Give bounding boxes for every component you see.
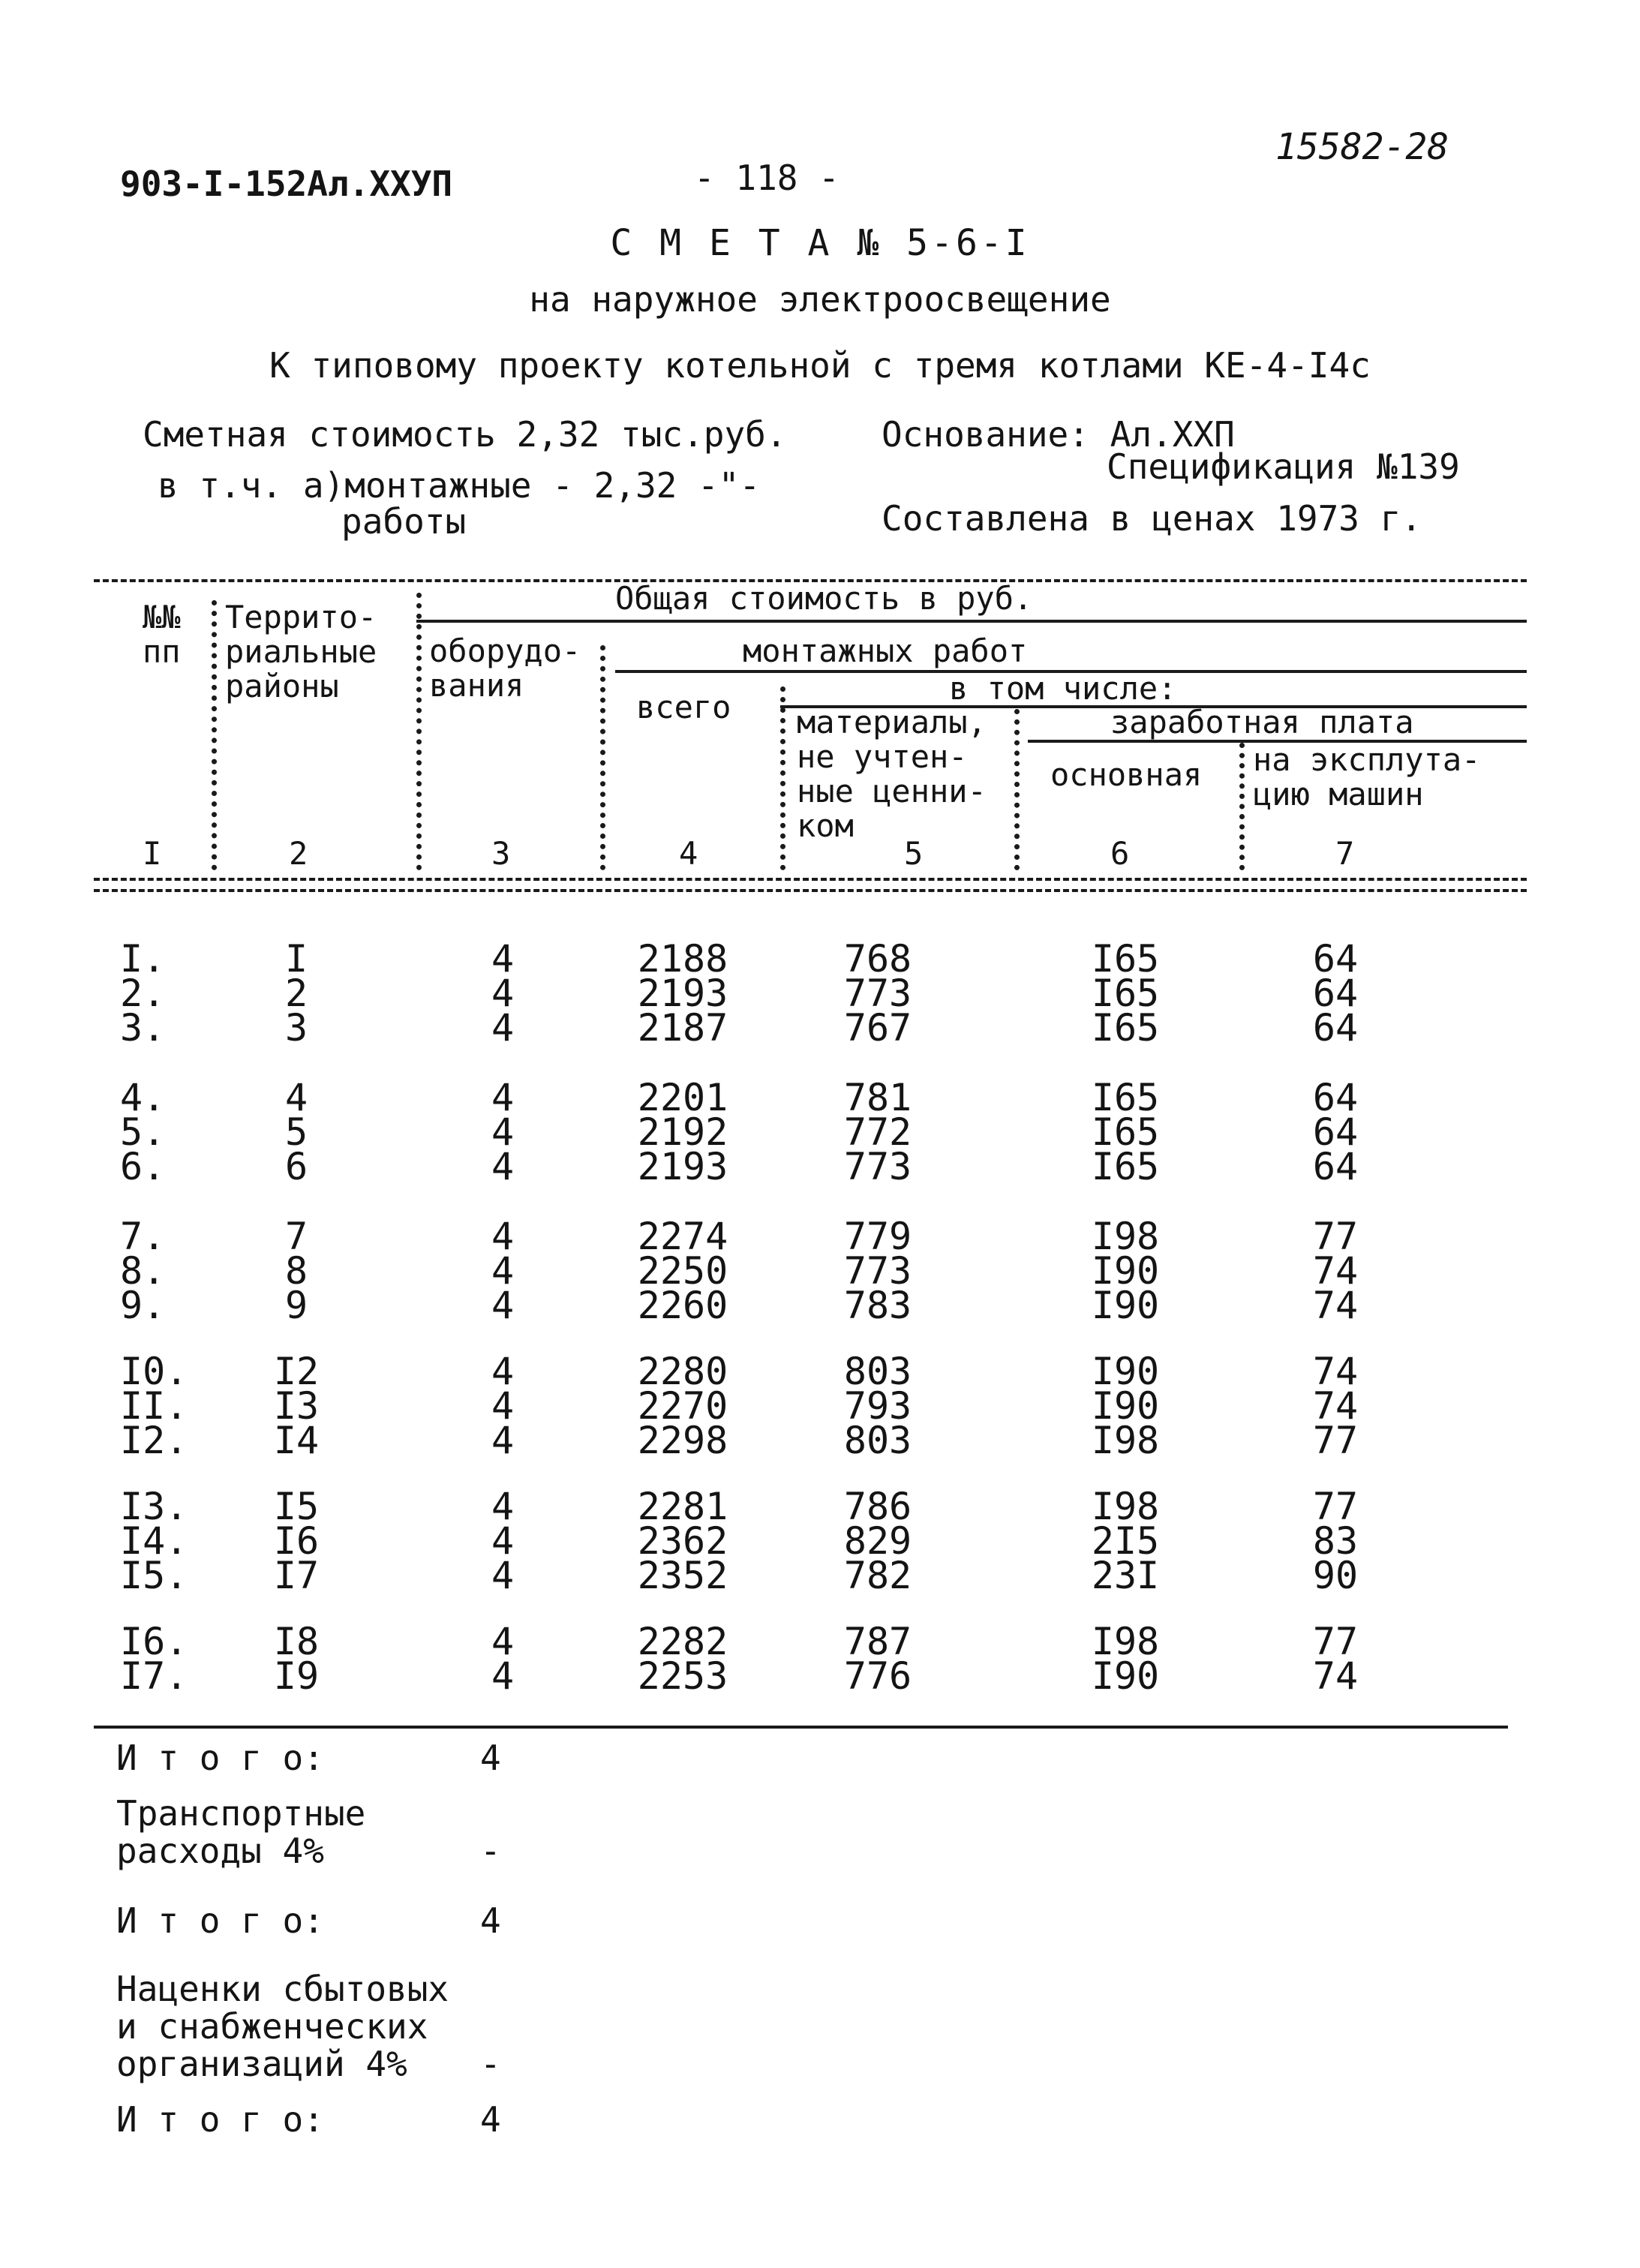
equipment-cell: 4 (491, 1076, 515, 1119)
equipment-cell: 4 (491, 937, 515, 981)
equipment-cell: 4 (491, 1350, 515, 1393)
header-installation: монтажных работ (743, 632, 1028, 669)
basic-wage-cell: I98 (1091, 1485, 1160, 1528)
header-regions: Террито- риальные районы (225, 599, 377, 704)
col-number-2: 2 (289, 835, 308, 872)
col-separator-4 (780, 686, 785, 870)
col-separator-3 (600, 645, 605, 870)
installation-total-cell: 2362 (637, 1519, 728, 1563)
equipment-cell: 4 (491, 1006, 515, 1050)
cost-breakdown: в т.ч. а)монтажные - 2,32 -"- (158, 465, 761, 506)
machine-operation-cell: 64 (1312, 937, 1359, 981)
col-number-7: 7 (1335, 835, 1355, 872)
region-cell: 8 (284, 1249, 308, 1293)
materials-cell: 787 (843, 1620, 912, 1663)
total-value: - (480, 2044, 501, 2084)
project-reference: К типовому проекту котельной с тремя котлами КЕ-4-I4с (269, 345, 1371, 386)
equipment-cell: 4 (491, 1215, 515, 1258)
equipment-cell: 4 (491, 1284, 515, 1327)
basic-wage-cell: I98 (1091, 1215, 1160, 1258)
col-number-5: 5 (904, 835, 924, 872)
row-number: I0. (120, 1350, 188, 1393)
equipment-cell: 4 (491, 1485, 515, 1528)
materials-cell: 767 (843, 1006, 912, 1050)
machine-operation-cell: 74 (1312, 1654, 1359, 1698)
row-number: I6. (120, 1620, 188, 1663)
col-separator-2 (416, 593, 422, 870)
machine-operation-cell: 74 (1312, 1350, 1359, 1393)
row-number: I2. (120, 1419, 188, 1462)
basis: Основание: Ал.XXП (882, 414, 1235, 455)
specification: Спецификация №139 (1107, 446, 1460, 487)
installation-total-cell: 2253 (637, 1654, 728, 1698)
installation-total-cell: 2250 (637, 1249, 728, 1293)
equipment-cell: 4 (491, 1554, 515, 1597)
header-basic-wages: основная (1050, 756, 1203, 793)
machine-operation-cell: 64 (1312, 1110, 1359, 1154)
header-total-cost: Общая стоимость в руб. (615, 580, 1033, 617)
estimate-title: С М Е Т А № 5-6-I (610, 222, 1030, 264)
col-separator-5 (1014, 709, 1020, 870)
row-number: 2. (120, 972, 166, 1015)
materials-cell: 786 (843, 1485, 912, 1528)
total-label: И т о г о: (116, 1738, 324, 1778)
row-number: 4. (120, 1076, 166, 1119)
machine-operation-cell: 74 (1312, 1284, 1359, 1327)
archive-stamp: 15582-28 (1275, 126, 1449, 168)
machine-operation-cell: 64 (1312, 1076, 1359, 1119)
row-number: I5. (120, 1554, 188, 1597)
basic-wage-cell: I90 (1091, 1284, 1160, 1327)
region-cell: I5 (273, 1485, 320, 1528)
col-number-3: 3 (491, 835, 511, 872)
row-number: 5. (120, 1110, 166, 1154)
total-label: И т о г о: (116, 2099, 324, 2140)
machine-operation-cell: 77 (1312, 1419, 1359, 1462)
materials-cell: 803 (843, 1350, 912, 1393)
header-bottom-rule (94, 889, 1527, 892)
basic-wage-cell: I90 (1091, 1384, 1160, 1428)
materials-cell: 782 (843, 1554, 912, 1597)
equipment-cell: 4 (491, 1110, 515, 1154)
region-cell: I (284, 937, 308, 981)
total-value: - (480, 1831, 501, 1871)
installation-total-cell: 2187 (637, 1006, 728, 1050)
region-cell: I6 (273, 1519, 320, 1563)
materials-cell: 793 (843, 1384, 912, 1428)
basic-wage-cell: I65 (1091, 1110, 1160, 1154)
materials-cell: 773 (843, 1249, 912, 1293)
row-number: I7. (120, 1654, 188, 1698)
equipment-cell: 4 (491, 1519, 515, 1563)
region-cell: 4 (284, 1076, 308, 1119)
basic-wage-cell: I65 (1091, 1145, 1160, 1188)
row-number: II. (120, 1384, 188, 1428)
row-number: 9. (120, 1284, 166, 1327)
cost-breakdown-cont: работы (341, 501, 467, 542)
estimate-subtitle: на наружное электроосвещение (529, 279, 1111, 320)
materials-cell: 803 (843, 1419, 912, 1462)
col-number-4: 4 (679, 835, 698, 872)
materials-cell: 772 (843, 1110, 912, 1154)
row-number: I. (120, 937, 166, 981)
materials-cell: 773 (843, 1145, 912, 1188)
installation-total-cell: 2282 (637, 1620, 728, 1663)
estimated-cost: Сметная стоимость 2,32 тыс.руб. (143, 414, 787, 455)
machine-operation-cell: 77 (1312, 1485, 1359, 1528)
materials-cell: 781 (843, 1076, 912, 1119)
row-number: 8. (120, 1249, 166, 1293)
row-number: 7. (120, 1215, 166, 1258)
region-cell: 6 (284, 1145, 308, 1188)
materials-cell: 779 (843, 1215, 912, 1258)
installation-total-cell: 2193 (637, 972, 728, 1015)
region-cell: 5 (284, 1110, 308, 1154)
header-number: №№ пп (143, 599, 181, 670)
materials-cell: 768 (843, 937, 912, 981)
installation-total-cell: 2298 (637, 1419, 728, 1462)
region-cell: I3 (273, 1384, 320, 1428)
installation-total-cell: 2274 (637, 1215, 728, 1258)
total-value: 4 (480, 2099, 501, 2140)
installation-total-cell: 2280 (637, 1350, 728, 1393)
total-cost-rule (416, 620, 1527, 623)
region-cell: I9 (273, 1654, 320, 1698)
equipment-cell: 4 (491, 1620, 515, 1663)
region-cell: 9 (284, 1284, 308, 1327)
basic-wage-cell: I90 (1091, 1249, 1160, 1293)
col-number-1: I (143, 835, 162, 872)
equipment-cell: 4 (491, 972, 515, 1015)
total-label: Транспортные расходы 4% (116, 1793, 366, 1871)
header-machine-operation: на эксплута- цию машин (1253, 741, 1481, 813)
basic-wage-cell: I90 (1091, 1654, 1160, 1698)
basic-wage-cell: 23I (1091, 1554, 1160, 1597)
region-cell: I2 (273, 1350, 320, 1393)
basic-wage-cell: I65 (1091, 972, 1160, 1015)
basic-wage-cell: I65 (1091, 1006, 1160, 1050)
installation-total-cell: 2193 (637, 1145, 728, 1188)
region-cell: 3 (284, 1006, 308, 1050)
region-cell: I4 (273, 1419, 320, 1462)
machine-operation-cell: 83 (1312, 1519, 1359, 1563)
table-bottom-rule (94, 1726, 1508, 1729)
machine-operation-cell: 64 (1312, 1145, 1359, 1188)
basic-wage-cell: I90 (1091, 1350, 1160, 1393)
region-cell: I7 (273, 1554, 320, 1597)
header-equipment: оборудо- вания (429, 632, 581, 704)
col-separator-6 (1239, 743, 1245, 870)
machine-operation-cell: 77 (1312, 1215, 1359, 1258)
row-number: 6. (120, 1145, 166, 1188)
page-number: - 118 - (694, 158, 840, 198)
basic-wage-cell: I98 (1091, 1419, 1160, 1462)
row-number: I3. (120, 1485, 188, 1528)
materials-cell: 776 (843, 1654, 912, 1698)
basic-wage-cell: 2I5 (1091, 1519, 1160, 1563)
region-cell: 7 (284, 1215, 308, 1258)
region-cell: 2 (284, 972, 308, 1015)
machine-operation-cell: 74 (1312, 1384, 1359, 1428)
installation-total-cell: 2270 (637, 1384, 728, 1428)
total-label: Наценки сбытовых и снабженческих организаций 4% (116, 1969, 449, 2084)
basic-wage-cell: I65 (1091, 937, 1160, 981)
machine-operation-cell: 64 (1312, 1006, 1359, 1050)
equipment-cell: 4 (491, 1145, 515, 1188)
row-number: I4. (120, 1519, 188, 1563)
installation-total-cell: 2281 (637, 1485, 728, 1528)
equipment-cell: 4 (491, 1384, 515, 1428)
col-number-6: 6 (1110, 835, 1130, 872)
materials-cell: 783 (843, 1284, 912, 1327)
header-including: в том числе: (949, 670, 1177, 707)
installation-total-cell: 2201 (637, 1076, 728, 1119)
materials-cell: 773 (843, 972, 912, 1015)
installation-total-cell: 2188 (637, 937, 728, 981)
region-cell: I8 (273, 1620, 320, 1663)
column-numbers-rule (94, 878, 1527, 881)
machine-operation-cell: 90 (1312, 1554, 1359, 1597)
basic-wage-cell: I98 (1091, 1620, 1160, 1663)
equipment-cell: 4 (491, 1654, 515, 1698)
machine-operation-cell: 77 (1312, 1620, 1359, 1663)
price-level: Составлена в ценах 1973 г. (882, 498, 1422, 539)
equipment-cell: 4 (491, 1419, 515, 1462)
document-code: 903-I-152Ал.XXУП (120, 164, 453, 204)
row-number: 3. (120, 1006, 166, 1050)
installation-total-cell: 2352 (637, 1554, 728, 1597)
equipment-cell: 4 (491, 1249, 515, 1293)
col-separator-1 (212, 600, 217, 870)
total-value: 4 (480, 1738, 501, 1778)
machine-operation-cell: 64 (1312, 972, 1359, 1015)
total-value: 4 (480, 1900, 501, 1941)
basic-wage-cell: I65 (1091, 1076, 1160, 1119)
header-wages: заработная плата (1110, 704, 1414, 740)
installation-total-cell: 2260 (637, 1284, 728, 1327)
installation-total-cell: 2192 (637, 1110, 728, 1154)
header-materials: материалы, не учтен- ные ценни- ком (797, 704, 987, 844)
header-all: всего (636, 689, 731, 725)
total-label: И т о г о: (116, 1900, 324, 1941)
materials-cell: 829 (843, 1519, 912, 1563)
machine-operation-cell: 74 (1312, 1249, 1359, 1293)
